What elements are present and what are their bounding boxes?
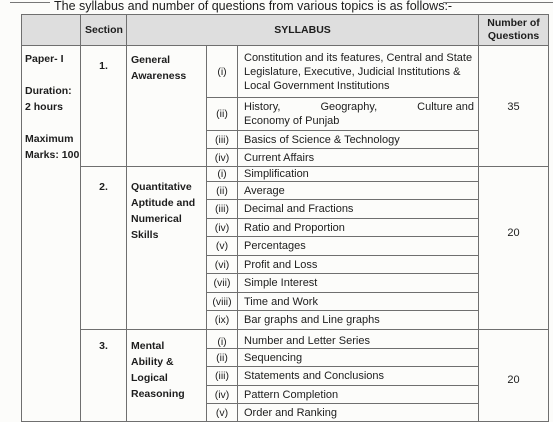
topic-text: Number and Letter Series xyxy=(238,330,479,349)
duration-value: 2 hours xyxy=(25,101,63,113)
topic-text: Bar graphs and Line graphs xyxy=(238,311,479,330)
section-name-line: Reasoning xyxy=(131,388,185,400)
topic-index: (i) xyxy=(207,46,238,98)
section-name-line: Mental xyxy=(131,340,165,352)
paper-name: Paper- I xyxy=(25,53,64,65)
section-number: 2. xyxy=(81,167,127,330)
topic-text: Percentages xyxy=(238,237,479,256)
topic-index: (iv) xyxy=(207,219,238,237)
table-row xyxy=(22,167,549,182)
section-name xyxy=(127,167,207,330)
header-row xyxy=(22,15,549,46)
header-number-line2: Questions xyxy=(487,30,540,42)
question-count: 20 xyxy=(479,167,549,330)
topic-index: (iv) xyxy=(207,149,238,167)
topic-index: (v) xyxy=(207,404,238,422)
topic-text: Constitution and its features, Central and State Legislature, Executive, Judicial Institutions & Local Government Institutions xyxy=(238,46,479,98)
topic-text: Time and Work xyxy=(238,293,479,311)
marks-label: Maximum xyxy=(25,133,74,145)
topic-text: Simple Interest xyxy=(238,274,479,293)
topic-text: Basics of Science & Technology xyxy=(238,131,479,149)
header-blank xyxy=(22,15,81,46)
topic-text-line2: Economy of Punjab xyxy=(244,115,340,127)
header-section: Section xyxy=(81,15,127,46)
topic-index: (ix) xyxy=(207,311,238,330)
topic-index: (iii) xyxy=(207,200,238,219)
topic-index: (iii) xyxy=(207,367,238,386)
section-name xyxy=(127,330,207,422)
section-name-line: Skills xyxy=(131,229,159,241)
topic-index: (vii) xyxy=(207,274,238,293)
topic-text: Current Affairs xyxy=(238,149,479,167)
section-number: 3. xyxy=(81,330,127,422)
topic-text: Average xyxy=(238,182,479,200)
intro-text: The syllabus and number of questions from various topics is as follows:- xyxy=(54,0,453,13)
topic-index: (ii) xyxy=(207,182,238,200)
header-number-of-questions xyxy=(479,15,549,46)
topic-index: (iv) xyxy=(207,386,238,404)
section-name-line: Aptitude and xyxy=(131,197,196,209)
topic-index: (i) xyxy=(207,167,238,182)
topic-text: Pattern Completion xyxy=(238,386,479,404)
question-count: 20 xyxy=(479,330,549,422)
section-name-line: Ability & xyxy=(131,356,174,368)
topic-index: (i) xyxy=(207,330,238,349)
header-syllabus: SYLLABUS xyxy=(127,15,479,46)
topic-index: (vi) xyxy=(207,256,238,274)
topic-text: Decimal and Fractions xyxy=(238,200,479,219)
duration-label: Duration: xyxy=(25,85,72,97)
section-name-line: Quantitative xyxy=(131,181,192,193)
topic-text: Order and Ranking xyxy=(238,404,479,422)
section-name-line: Awareness xyxy=(131,70,187,82)
table-row xyxy=(22,46,549,98)
topic-text xyxy=(238,98,479,131)
topic-index: (viii) xyxy=(207,293,238,311)
topic-index: (v) xyxy=(207,237,238,256)
topic-text: Statements and Conclusions xyxy=(238,367,479,386)
top-rule-right xyxy=(443,2,553,3)
table-row xyxy=(22,330,549,349)
topic-text: Ratio and Proportion xyxy=(238,219,479,237)
section-name xyxy=(127,46,207,167)
syllabus-table xyxy=(21,14,549,422)
section-name-line: General xyxy=(131,54,171,66)
topic-text-line1: History, Geography, Culture and xyxy=(244,101,475,113)
topic-text: Sequencing xyxy=(238,349,479,367)
topic-text: Simplification xyxy=(238,167,479,182)
paper-info-cell xyxy=(22,46,81,422)
section-number: 1. xyxy=(81,46,127,167)
header-number-line1: Number of xyxy=(487,17,540,29)
marks-value: Marks: 100 xyxy=(25,149,80,161)
topic-text: Profit and Loss xyxy=(238,256,479,274)
topic-index: (ii) xyxy=(207,349,238,367)
section-name-line: Logical xyxy=(131,372,168,384)
top-rule-left xyxy=(10,2,50,3)
section-name-line: Numerical xyxy=(131,213,182,225)
topic-index: (iii) xyxy=(207,131,238,149)
question-count: 35 xyxy=(479,46,549,167)
topic-index: (ii) xyxy=(207,98,238,131)
